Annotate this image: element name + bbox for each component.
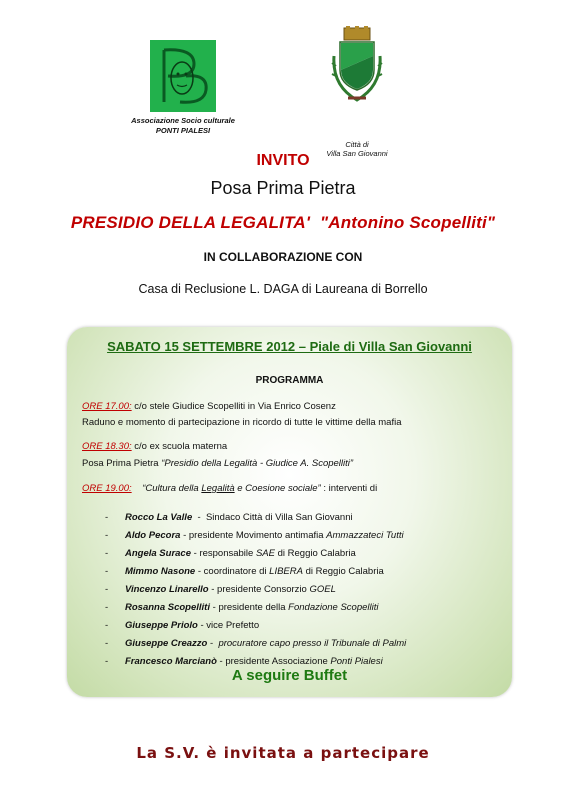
collaboration-label: IN COLLABORAZIONE CON (203, 250, 363, 264)
buffet-note: A seguire Buffet (231, 667, 348, 684)
programma-heading: PROGRAMMA (255, 375, 324, 386)
speaker-item: - Rocco La Valle - Sindaco Città di Villa San Giovanni (105, 512, 353, 523)
event-3-line-1: ORE 19.00: “Cultura della Legalità e Coesione sociale” : interventi di (82, 483, 378, 494)
program-box (67, 327, 512, 697)
association-name: PONTI PIALESI (155, 126, 211, 135)
speaker-item: - Aldo Pecora - presidente Movimento antimafia Ammazzateci Tutti (105, 530, 404, 541)
city-coat-of-arms (330, 26, 384, 116)
speaker-item: - Giuseppe Priolo - vice Prefetto (105, 620, 260, 631)
city-name: Villa San Giovanni (326, 149, 388, 158)
speaker-item: - Angela Surace - responsabile SAE di Reggio Calabria (105, 548, 356, 559)
invito-title: INVITO (256, 152, 310, 169)
invitation-footer: La S.V. è invitata a partecipare (136, 744, 430, 762)
event-2-time: ORE 18.30: (82, 441, 132, 452)
speaker-item: - Francesco Marcianò - presidente Associazione Ponti Pialesi (105, 656, 383, 667)
presidio-title: PRESIDIO DELLA LEGALITA' "Antonino Scopelliti" (70, 213, 496, 232)
association-logo (150, 40, 216, 112)
event-1-line-2: Raduno e momento di partecipazione in ricordo di tutte le vittime della mafia (82, 417, 402, 428)
collaboration-partner: Casa di Reclusione L. DAGA di Laureana di Borrello (138, 282, 428, 296)
event-date-heading: SABATO 15 SETTEMBRE 2012 – Piale di Villa San Giovanni (107, 339, 472, 354)
speaker-item: - Giuseppe Creazzo - procuratore capo presso il Tribunale di Palmi (105, 638, 407, 649)
event-3-time: ORE 19.00: (82, 483, 132, 494)
speaker-item: - Rosanna Scopelliti - presidente della Fondazione Scopelliti (105, 602, 379, 613)
speaker-item: - Mimmo Nasone - coordinatore di LIBERA di Reggio Calabria (105, 566, 384, 577)
event-2-line-2: Posa Prima Pietra “Presidio della Legalità - Giudice A. Scopelliti” (82, 458, 354, 469)
speaker-item: - Vincenzo Linarello - presidente Consorzio GOEL (105, 584, 336, 595)
event-1-line-1: ORE 17.00: c/o stele Giudice Scopelliti in Via Enrico Cosenz (82, 401, 336, 412)
posa-subtitle: Posa Prima Pietra (210, 178, 356, 198)
city-caption: Città di (345, 140, 369, 149)
association-caption: Associazione Socio culturale (131, 116, 235, 125)
event-2-line-1: ORE 18.30: c/o ex scuola materna (82, 441, 228, 452)
event-1-time: ORE 17.00: (82, 401, 132, 412)
